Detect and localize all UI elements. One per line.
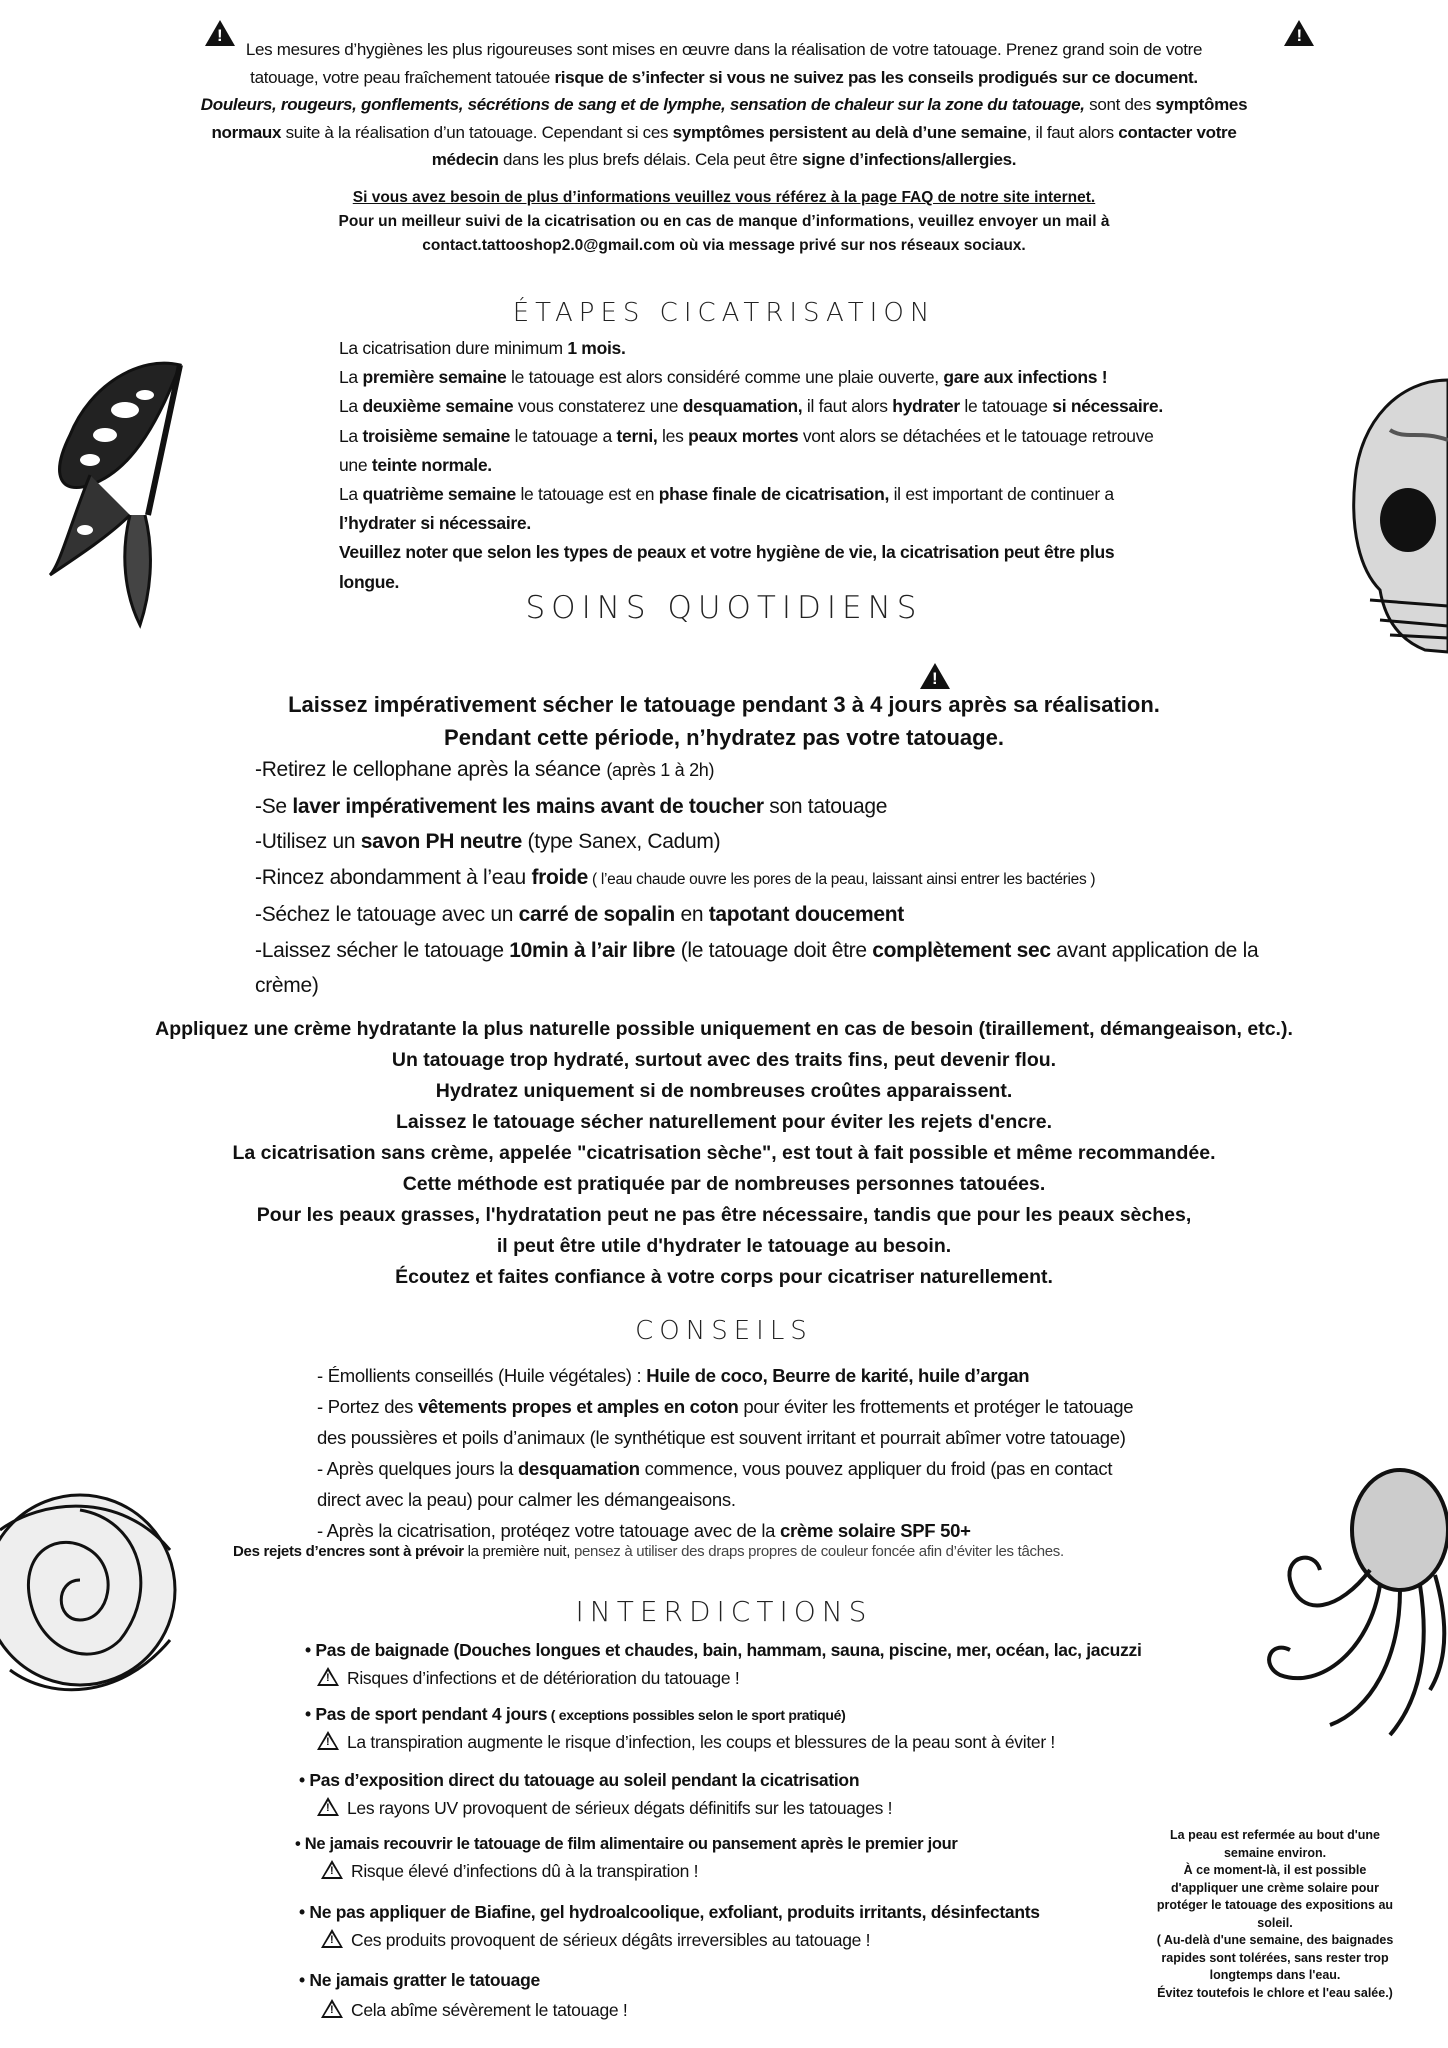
skull-illustration [1330,370,1448,680]
soins-steps: -Retirez le cellophane après la séance (après 1 à 2h) -Se laver impérativement les mains avant de toucher son tatouage -Utilisez un savon PH neutre (type Sanex, Cadum) -Rincez abondamment à l’eau froide ( l’eau chaude ouvre les pores de la peau, laissant ainsi entrer les bactéries ) -Séchez le tatouage avec un carré de sopalin en tapotant doucement -Laissez sécher le tatouage 10min à l’air libre (le tatouage doit être complètement sec avant application de la crème) [255,758,1259,997]
list-item: • Pas de baignade (Douches longues et chaudes, bain, hammam, sauna, piscine, mer, océan, lac, jacuzzi !Risques d’infections et de détérioration du tatouage ! [305,1640,1185,1704]
conseils-body: - Émollients conseillés (Huile végétales) : Huile de coco, Beurre de karité, huile d’argan - Portez des vêtements propes et amples en coton pour éviter les frottements et protéger le tatouage des poussières et poils d’animaux (le synthétique est souvent irritant et pourrait abîmer votre tatouage) - Après quelques jours la desquamation commence, vous pouvez appliquer du froid (pas en contact direct avec la peau) pour calmer les démangeaisons. - Après la cicatrisation, protéqez votre tatouage avec de la crème solaire SPF 50+ [317,1365,1134,1541]
list-item: • Ne jamais recouvrir le tatouage de film alimentaire ou pansement après le premier jour !Risque élevé d’infections dû à la transpiration ! [295,1835,1185,1902]
warning-outline-icon [321,1929,343,1948]
rose-illustration [0,1440,200,1740]
warning-outline-icon [321,1999,343,2018]
list-item: • Pas d’exposition direct du tatouage au soleil pendant la cicatrisation !Les rayons UV provoquent de sérieux dégats définitifs sur les tatouages ! [299,1770,1185,1835]
warning-outline-icon [321,1860,343,1879]
contact-email[interactable]: contact.tattooshop2.0@gmail.com où via message privé sur nos réseaux sociaux. [422,237,1026,254]
creme-section: Appliquez une crème hydratante la plus naturelle possible uniquement en cas de besoin (tiraillement, démangeaison, etc.). Un tatouage trop hydraté, surtout avec des traits fins, peut devenir flou. Hydratez uniquement si de nombreuses croûtes apparaissent. Laissez le tatouage sécher naturellement pour éviter les rejets d'encre. La cicatrisation sans crème, appelée "cicatrisation sèche", est tout à fait possible et même recommandée. Cette méthode est pratiquée par de nombreuses personnes tatouées. Pour les peaux grasses, l'hydratation peut ne pas être nécessaire, tandis que pour les peaux sèches, il peut être utile d'hydrater le tatouage au besoin. Écoutez et faites confiance à votre corps pour cicatriser naturellement. [155,1018,1293,1288]
interdictions-list [295,1640,1185,2021]
contact-text: Pour un meilleur suivi de la cicatrisation ou en cas de manque d’informations, veuillez envoyer un mail à [338,213,1110,230]
contact-section [0,186,1448,258]
list-item: • Ne pas appliquer de Biafine, gel hydroalcoolique, exfoliant, produits irritants, désinfectants !Ces produits provoquent de sérieux dégâts irreversibles au tatouage ! [299,1902,1185,1970]
intro-section [0,10,1448,174]
list-item: • Pas de sport pendant 4 jours ( exceptions possibles selon le sport pratiqué) !La transpiration augmente le risque d’infection, les coups et blessures de la peau sont à éviter ! [305,1704,1185,1770]
encre-note: Des rejets d’encres sont à prévoir la première nuit, pensez à utiliser des draps propres de couleur foncée afin d’éviter les tâches. [233,1543,1064,1560]
butterfly-illustration [30,325,190,635]
faq-link[interactable]: Si vous avez besoin de plus d’informations veuillez vous référez à la page FAQ de notre site internet. [352,189,1096,206]
soins-warning: ! Laissez impérativement sécher le tatouage pendant 3 à 4 jours après sa réalisation. Pendant cette période, n’hydratez pas votre tatouage. [0,655,1448,754]
intro-line: médecin dans les plus brefs délais. Cela peut être signe d’infections/allergies. [431,150,1017,169]
list-item: • Ne jamais gratter le tatouage !Cela abîme sévèrement le tatouage ! [299,1970,1185,2021]
warning-outline-icon [317,1797,339,1816]
warning-outline-icon [317,1731,339,1750]
warning-triangle-icon [1284,20,1314,46]
sidenote: La peau est refermée au bout d'une semaine environ. À ce moment-là, il est possible d'appliquer une crème solaire pour protéger le tatouage des expositions au soleil. ( Au-delà d'une semaine, des baignades rapides sont tolérées, sans rester trop longtemps dans l'eau. Évitez toutefois le chlore et l'eau salée.) [1156,1828,1394,2000]
etapes-title: ÉTAPES CICATRISATION [512,298,936,328]
soins-title: SOINS QUOTIDIENS [525,590,923,626]
warning-outline-icon [317,1667,339,1686]
intro-line: Douleurs, rougeurs, gonflements, sécrétions de sang et de lymphe, sensation de chaleur sur la zone du tatouage, sont des symptômes [200,95,1248,114]
etapes-body: La cicatrisation dure minimum 1 mois. La première semaine le tatouage est alors considéré comme une plaie ouverte, gare aux infections ! La deuxième semaine vous constaterez une desquamation, il faut alors hydrater le tatouage si nécessaire. La troisième semaine le tatouage a terni, les peaux mortes vont alors se détachées et le tatouage retrouve une teinte normale. La quatrième semaine le tatouage est en phase finale de cicatrisation, il est important de continuer a l’hydrater si nécessaire. Veuillez noter que selon les types de peaux et votre hygiène de vie, la cicatrisation peut être plus longue. [339,338,1163,592]
intro-line: Les mesures d’hygiènes les plus rigoureuses sont mises en œuvre dans la réalisation de votre tatouage. Prenez grand soin de votre [245,40,1203,59]
conseils-title: CONSEILS [635,1316,813,1346]
warning-triangle-icon [205,20,235,46]
intro-line: normaux suite à la réalisation d’un tatouage. Cependant si ces symptômes persistent au delà d’une semaine, il faut alors contacter votre [211,122,1237,142]
interdictions-title: INTERDICTIONS [575,1595,873,1628]
intro-line: tatouage, votre peau fraîchement tatouée risque de s’infecter si vous ne suivez pas les conseils prodigués sur ce document. [250,67,1198,87]
warning-triangle-icon [920,663,950,689]
